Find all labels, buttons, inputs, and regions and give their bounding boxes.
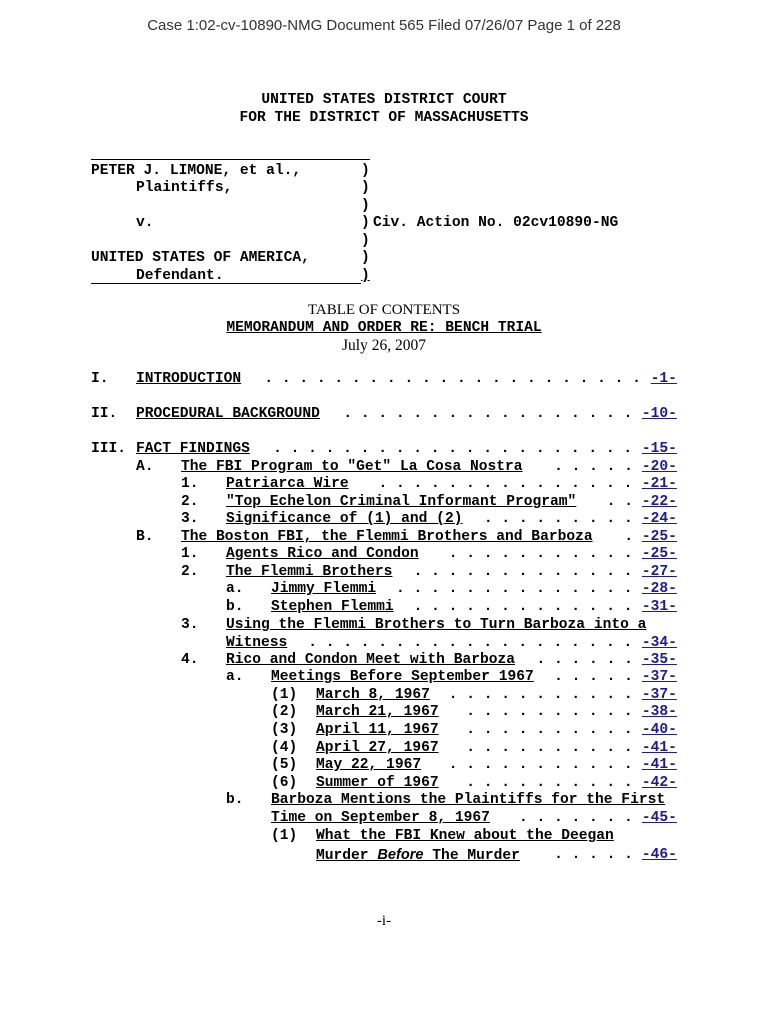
leader-dots: . . . . . . . . . . (466, 704, 633, 720)
toc-page-link[interactable]: -42- (641, 775, 677, 791)
caption-row (91, 268, 370, 285)
toc-entry-number: 1. (181, 546, 199, 562)
toc-page-link[interactable]: -31- (641, 599, 677, 615)
toc-entry-number: 4. (181, 652, 199, 668)
toc-page-link[interactable]: -41- (641, 757, 677, 773)
toc-entry-number: B. (136, 529, 154, 545)
toc-page-link[interactable]: -45- (641, 809, 677, 826)
toc-entry-number: (1) (271, 687, 298, 703)
toc-entry-title[interactable]: Patriarca Wire (226, 476, 349, 492)
toc-entry-title[interactable]: Using the Flemmi Brothers to Turn Barboza into a (226, 617, 647, 633)
toc-entry (0, 652, 768, 670)
leader-dots: . . . . . . . . . . (466, 740, 633, 756)
leader-dots: . (624, 529, 634, 545)
caption-row (91, 163, 370, 180)
toc-entry-title[interactable]: The Boston FBI, the Flemmi Brothers and Barboza (181, 529, 593, 545)
leader-dots: . . . . . . . . . (483, 511, 633, 527)
leader-dots: . . (606, 494, 634, 510)
leader-dots: . . . . . . . . . . . . . . . (378, 476, 633, 492)
toc-page-link[interactable]: -15- (641, 441, 677, 457)
toc-entry (0, 687, 768, 705)
toc-entry-title[interactable]: "Top Echelon Criminal Informant Program" (226, 494, 577, 510)
leader-dots: . . . . . . . . . . . (448, 546, 633, 562)
emphasis: Before (377, 847, 424, 863)
toc-entry (0, 494, 768, 512)
toc-entry (0, 581, 768, 599)
caption-paren: ) (361, 233, 370, 249)
toc-page-link[interactable]: -21- (641, 476, 677, 492)
toc-entry-number: (1) (271, 828, 298, 844)
toc-entry-title[interactable]: Significance of (1) and (2) (226, 511, 463, 527)
toc-entry-number: II. (91, 406, 118, 422)
toc-page-link[interactable]: -37- (641, 669, 677, 685)
plaintiff-role: Plaintiffs, (136, 180, 233, 196)
toc-page-link[interactable]: -34- (641, 634, 677, 651)
defendant-role: Defendant. (136, 268, 224, 284)
toc-entry (0, 722, 768, 740)
leader-dots: . . . . . (554, 459, 633, 475)
leader-dots: . . . . . . . . . . (466, 722, 633, 738)
toc-entry-number: a. (226, 669, 244, 685)
toc-entry (0, 828, 768, 846)
toc-entry-continuation (0, 635, 768, 653)
leader-dots: . . . . . . . . . . . . . . . . . . . . . . (264, 371, 641, 387)
toc-entry-number: (4) (271, 740, 298, 756)
toc-entry-number: b. (226, 599, 244, 615)
toc-entry-title[interactable]: What the FBI Knew about the Deegan (316, 828, 614, 844)
court-district: FOR THE DISTRICT OF MASSACHUSETTS (239, 110, 529, 126)
toc-entry-title[interactable]: The FBI Program to "Get" La Cosa Nostra (181, 459, 523, 475)
toc-entry-number: 1. (181, 476, 199, 492)
court-name: UNITED STATES DISTRICT COURT (261, 92, 507, 108)
caption-paren: ) (361, 268, 370, 284)
toc-page-link[interactable]: -1- (650, 371, 677, 387)
toc-entry (0, 406, 768, 424)
toc-entry (0, 757, 768, 775)
caption-paren: ) (361, 198, 370, 214)
toc-entry-title-continued[interactable]: Witness (226, 634, 288, 651)
leader-dots: . . . . . . . . . . . . . (413, 564, 633, 580)
toc-page-link[interactable]: -20- (641, 459, 677, 475)
toc-page-link[interactable]: -38- (641, 704, 677, 720)
toc-entry-title[interactable]: PROCEDURAL BACKGROUND (136, 406, 320, 422)
filing-header: Case 1:02-cv-10890-NMG Document 565 Filed 07/26/07 Page 1 of 228 (147, 17, 621, 34)
toc-page-link[interactable]: -46- (641, 847, 677, 863)
toc-page-link[interactable]: -37- (641, 687, 677, 703)
toc-entry-continuation (0, 847, 768, 865)
toc-entry-number: 2. (181, 494, 199, 510)
leader-dots: . . . . . . (536, 652, 633, 668)
toc-entry-title-continued[interactable]: Time on September 8, 1967 (271, 809, 490, 826)
toc-entry-number: (5) (271, 757, 298, 773)
toc-entry (0, 529, 768, 547)
toc-entry (0, 459, 768, 477)
page-number: -i- (376, 913, 392, 929)
toc-page-link[interactable]: -24- (641, 511, 677, 527)
toc-entry (0, 669, 768, 687)
caption-paren: ) (361, 250, 370, 266)
toc-entry-title[interactable]: Meetings Before September 1967 (271, 669, 534, 685)
toc-entry-title[interactable]: The Flemmi Brothers (226, 564, 393, 580)
civil-action-number: Civ. Action No. 02cv10890-NG (373, 215, 619, 231)
caption-row (91, 233, 370, 250)
toc-entry (0, 371, 768, 389)
toc-entry (0, 792, 768, 810)
caption-paren: ) (361, 180, 370, 196)
toc-page-link[interactable]: -27- (641, 564, 677, 580)
toc-entry-title[interactable]: May 22, 1967 (316, 757, 422, 773)
toc-entry-number: b. (226, 792, 244, 808)
leader-dots: . . . . . (554, 669, 633, 685)
leader-dots: . . . . . . . . . . . . . . . . . . . (308, 634, 633, 651)
leader-dots: . . . . . . . . . . (466, 775, 633, 791)
toc-entry (0, 775, 768, 793)
caption-row (91, 250, 370, 267)
toc-entry (0, 617, 768, 635)
leader-dots: . . . . . . . . . . . . . . . . . (343, 406, 633, 422)
toc-entry-number: A. (136, 459, 154, 475)
toc-page-link[interactable]: -35- (641, 652, 677, 668)
plaintiff-name: PETER J. LIMONE, et al., (91, 163, 302, 179)
toc-subtitle: MEMORANDUM AND ORDER RE: BENCH TRIAL (226, 320, 542, 336)
toc-page-link[interactable]: -25- (641, 529, 677, 545)
toc-entry-title[interactable]: FACT FINDINGS (136, 441, 250, 457)
caption-row (91, 198, 370, 215)
toc-entry-title[interactable]: March 21, 1967 (316, 704, 439, 720)
toc-page-link[interactable]: -41- (641, 740, 677, 756)
leader-dots: . . . . . . . . . . . . . (413, 599, 633, 615)
caption-rule (91, 159, 370, 160)
defendant-role-line (91, 268, 373, 290)
versus: v. (136, 215, 154, 231)
toc-entry-title[interactable]: April 27, 1967 (316, 740, 439, 756)
toc-entry-number: a. (226, 581, 244, 597)
toc-entry-number: III. (91, 441, 127, 457)
toc-entry-title[interactable]: INTRODUCTION (136, 371, 242, 387)
toc-entry-title[interactable]: Agents Rico and Condon (226, 546, 419, 562)
toc-entry-title[interactable]: March 8, 1967 (316, 687, 430, 703)
toc-entry-title[interactable]: Stephen Flemmi (271, 599, 394, 615)
toc-entry (0, 564, 768, 582)
toc-entry-number: I. (91, 371, 109, 387)
leader-dots: . . . . . . . . . . . . . . . . . . . . . (273, 441, 633, 457)
toc-entry-number: (6) (271, 775, 298, 791)
toc-page-link[interactable]: -40- (641, 722, 677, 738)
toc-entry (0, 511, 768, 529)
caption-paren: ) (361, 215, 370, 231)
toc-entry-title[interactable]: Jimmy Flemmi (271, 581, 377, 597)
leader-dots: . . . . . . . . . . . . . . (396, 581, 633, 597)
toc-page-link[interactable]: -22- (641, 494, 677, 510)
toc-date: July 26, 2007 (342, 337, 426, 354)
leader-dots: . . . . . . . . . . . (448, 757, 633, 773)
toc-entry-number: (2) (271, 704, 298, 720)
leader-dots: . . . . . . . . . . . (448, 687, 633, 703)
toc-entry (0, 704, 768, 722)
toc-entry-continuation (0, 810, 768, 828)
toc-entry (0, 599, 768, 617)
toc-entry (0, 441, 768, 459)
toc-entry-title[interactable]: Summer of 1967 (316, 775, 439, 791)
toc-entry-title-continued[interactable]: Murder Before The Murder (316, 847, 520, 864)
toc-title: TABLE OF CONTENTS (307, 302, 461, 318)
leader-dots: . . . . . (554, 847, 633, 863)
toc-entry-title[interactable]: Barboza Mentions the Plaintiffs for the First (271, 792, 666, 808)
caption-paren: ) (361, 163, 370, 179)
toc-entry (0, 546, 768, 564)
toc-entry-title[interactable]: Rico and Condon Meet with Barboza (226, 652, 516, 668)
toc-entry (0, 476, 768, 494)
caption-row (91, 180, 370, 197)
toc-entry-number: 2. (181, 564, 199, 580)
toc-entry-number: 3. (181, 617, 199, 633)
toc-page-link[interactable]: -28- (641, 581, 677, 597)
toc-page-link[interactable]: -25- (641, 546, 677, 562)
defendant-name: UNITED STATES OF AMERICA, (91, 250, 310, 266)
toc-entry-number: (3) (271, 722, 298, 738)
toc-entry-title[interactable]: April 11, 1967 (316, 722, 439, 738)
toc-entry-number: 3. (181, 511, 199, 527)
toc-page-link[interactable]: -10- (641, 406, 677, 422)
caption-row (91, 215, 619, 232)
toc-entry (0, 740, 768, 758)
leader-dots: . . . . . . . (518, 809, 633, 826)
